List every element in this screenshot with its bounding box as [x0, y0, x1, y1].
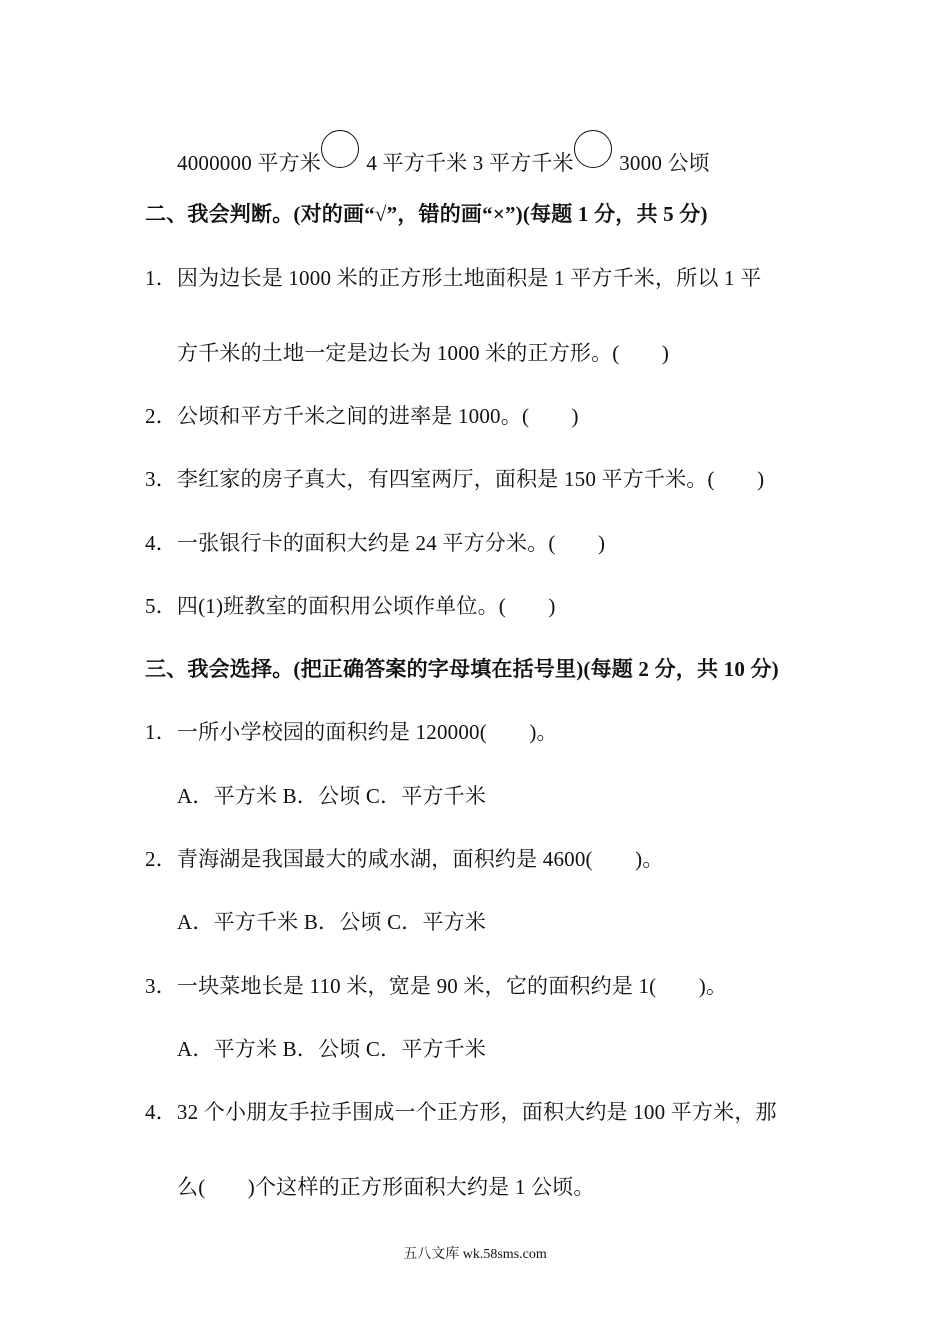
answer-circle-1[interactable] — [321, 130, 359, 168]
choice-q3-options: A．平方米 B．公顷 C．平方千米 — [177, 1037, 487, 1061]
judge-q1-line2: 方千米的土地一定是边长为 1000 米的正方形。( ) — [177, 341, 670, 365]
footer-watermark: 五八文库 wk.58sms.com — [403, 1247, 547, 1262]
choice-q2: 2．青海湖是我国最大的咸水湖，面积约是 4600( )。 — [145, 847, 664, 871]
choice-q1: 1．一所小学校园的面积约是 120000( )。 — [145, 720, 558, 744]
compare-right-a: 4 平方千米 3 平方千米 — [360, 151, 574, 175]
compare-right-b: 3000 公顷 — [613, 151, 710, 175]
choice-q4-line1: 4．32 个小朋友手拉手围成一个正方形，面积大约是 100 平方米，那 — [145, 1100, 777, 1124]
choice-q1-options: A．平方米 B．公顷 C．平方千米 — [177, 784, 487, 808]
answer-circle-2[interactable] — [574, 130, 612, 168]
compare-left-a: 4000000 平方米 — [177, 151, 321, 175]
judge-q3: 3．李红家的房子真大，有四室两厅，面积是 150 平方千米。( ) — [145, 467, 765, 491]
section2-heading: 二、我会判断。(对的画“√”，错的画“×”)(每题 1 分，共 5 分) — [145, 202, 708, 226]
judge-q1-line1: 1．因为边长是 1000 米的正方形土地面积是 1 平方千米，所以 1 平 — [145, 266, 762, 290]
section3-heading: 三、我会选择。(把正确答案的字母填在括号里)(每题 2 分，共 10 分) — [145, 657, 779, 681]
compare-row — [177, 140, 710, 178]
choice-q3: 3．一块菜地长是 110 米，宽是 90 米，它的面积约是 1( )。 — [145, 974, 728, 998]
judge-q4: 4．一张银行卡的面积大约是 24 平方分米。( ) — [145, 531, 606, 555]
choice-q4-line2: 么( )个这样的正方形面积大约是 1 公顷。 — [177, 1175, 595, 1199]
choice-q2-options: A．平方千米 B．公顷 C．平方米 — [177, 910, 487, 934]
judge-q2: 2．公顷和平方千米之间的进率是 1000。( ) — [145, 404, 579, 428]
judge-q5: 5．四(1)班教室的面积用公顷作单位。( ) — [145, 594, 556, 618]
